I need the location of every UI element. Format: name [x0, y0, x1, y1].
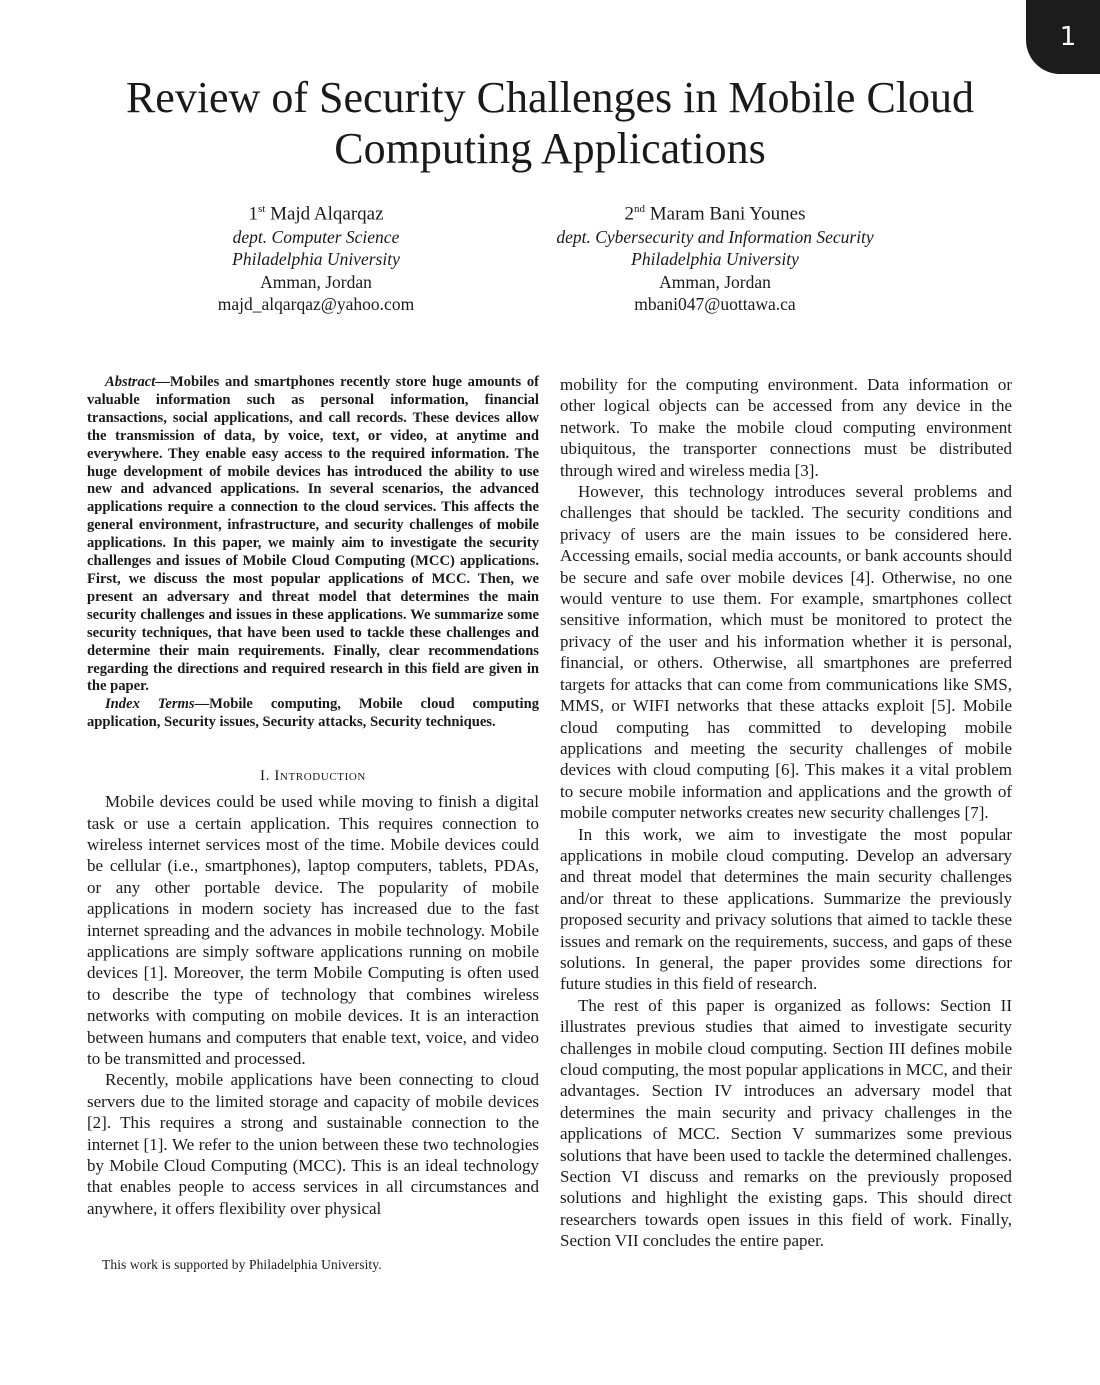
title-line-1: Review of Security Challenges in Mobile Cloud [125, 73, 975, 122]
paragraph: mobility for the computing environment. Data information or other logical objects can be accessed from any device in the network. To make the mobile cloud computing environment ubiquitous, the transporter connections must be distributed through wired and wireless media [3]. [560, 375, 1012, 480]
paragraph: Mobile devices could be used while moving to finish a digital task or use a certain application. This requires connection to wireless internet services most of the time. Mobile devices could be cellular (i.e., smartphones), laptop computers, tablets, PDAs, or any other portable device. The popularity of mobile applications in modern society has increased due to the fast internet spreading and the advances in mobile technology. Mobile applications are simply software applications running on mobile devices [1]. Moreover, the term Mobile Computing is often used to describe the type of technology that combines wireless networks with computing on mobile devices. It is an interaction between humans and computers that enable text, voice, and video to be transmitted and processed. [87, 792, 539, 1068]
left-column [87, 374, 539, 1219]
section-numeral: I. [260, 768, 270, 785]
author-name-line [505, 198, 925, 226]
right-body-text [560, 374, 1012, 1252]
right-column [560, 374, 1012, 1252]
index-terms-text: —Mobile computing, Mobile cloud computing application, Security issues, Security attacks, Security techniques. [87, 696, 540, 731]
section-heading-introduction [87, 768, 539, 785]
author-block-2 [505, 198, 925, 316]
author-email: mbani047@uottawa.ca [634, 294, 796, 315]
paragraph: However, this technology introduces several problems and challenges that should be tackled. The security conditions and privacy of users are the main issues to be considered here. Accessing emails, social media accounts, or bank accounts should be secure and safe over mobile devices [4]. Otherwise, no one would venture to use them. For example, smartphones collect sensitive information, which must be monitored to protect the privacy of the user and his information whether it is personal, financial, or others. Otherwise, all smartphones are preferred targets for attacks that can come from communications like SMS, MMS, or WIFI networks that these attacks exploit [5]. Mobile cloud computing has committed to developing mobile applications and meeting the security challenges of mobile devices with cloud computing [6]. This makes it a vital problem to secure mobile information and applications and the growth of mobile computer networks creates new security challenges [7]. [560, 482, 1012, 823]
paragraph: The rest of this paper is organized as follows: Section II illustrates previous studies that aimed to investigate security challenges in mobile cloud computing. Section III defines mobile cloud computing, the most popular applications in MCC, and their advantages. Section IV introduces an adversary model that determines the main security and privacy challenges in the applications of MCC. Section V summarizes some previous solutions that have been used to tackle the determined challenges. Section VI discuss and remarks on the previously proposed solutions and highlight the existing gaps. This should direct researchers towards open issues in this field of work. Finally, Section VII concludes the entire paper. [560, 995, 1012, 1251]
paper-title [0, 72, 1100, 174]
paragraph: In this work, we aim to investigate the most popular applications in mobile cloud computing. Develop an adversary and threat model that determines the main security challenges and/or threat to these applications. Summarize the previously proposed security and privacy solutions that aimed to tackle these issues and remark on the requirements, success, and gaps of these solutions. In general, the paper provides some directions for future studies in this field of research. [560, 824, 1012, 994]
author-location: Amman, Jordan [260, 271, 372, 292]
funding-footnote: This work is supported by Philadelphia University. [102, 1257, 382, 1272]
abstract-block [87, 374, 539, 732]
paragraph: Recently, mobile applications have been connecting to cloud servers due to the limited storage and capacity of mobile devices [2]. This requires a strong and sustainable connection to the internet [1]. We refer to the union between these two technologies by Mobile Cloud Computing (MCC). This is an ideal technology that enables people to access services in all circumstances and anywhere, it offers flexibility over physical [87, 1070, 539, 1218]
author-name: Majd Alqarqaz [270, 203, 384, 225]
author-block-1 [186, 198, 446, 316]
author-name-line [186, 198, 446, 226]
page-number-badge [1026, 0, 1100, 74]
author-dept: dept. Computer Science [232, 226, 400, 247]
author-ordinal-suffix: st [257, 203, 266, 215]
author-name: Maram Bani Younes [649, 203, 806, 225]
abstract-text: —Mobiles and smartphones recently store huge amounts of valuable information such as personal information, financial transactions, social applications, and call records. These devices allow the transmission of data, by voice, text, or video, at anytime and everywhere. They enable easy access to the required information. The huge development of mobile devices has introduced the ability to use new and advanced applications. In several scenarios, the advanced applications require a connection to the cloud services. This affects the general environment, infrastructure, and security challenges of mobile applications. In this paper, we mainly aim to investigate the security challenges and issues of Mobile Cloud Computing (MCC) applications. First, we discuss the most popular applications of MCC. Then, we present an adversary and threat model that determines the main security challenges and issues in these applications. We summarize some security techniques, that have been used to tackle these challenges and determine their main requirements. Finally, clear recommendations regarding the directions and required research in this field are given in the paper. [87, 374, 539, 695]
author-email: majd_alqarqaz@yahoo.com [217, 294, 415, 315]
left-body-text [87, 791, 539, 1219]
author-org: Philadelphia University [631, 249, 799, 270]
index-terms-label: Index Terms [105, 696, 195, 713]
author-location: Amman, Jordan [659, 271, 771, 292]
abstract-label: Abstract [105, 374, 156, 390]
page-number: 1 [1059, 22, 1077, 52]
author-ordinal: 2 [624, 203, 635, 225]
abstract-paragraph [87, 374, 539, 696]
author-dept: dept. Cybersecurity and Information Security [556, 226, 874, 247]
author-org: Philadelphia University [232, 249, 400, 270]
author-ordinal: 1 [248, 203, 258, 225]
section-title: Introduction [274, 768, 366, 785]
title-line-2: Computing Applications [334, 124, 766, 173]
index-terms-paragraph [87, 696, 539, 732]
author-ordinal-suffix: nd [634, 203, 646, 215]
